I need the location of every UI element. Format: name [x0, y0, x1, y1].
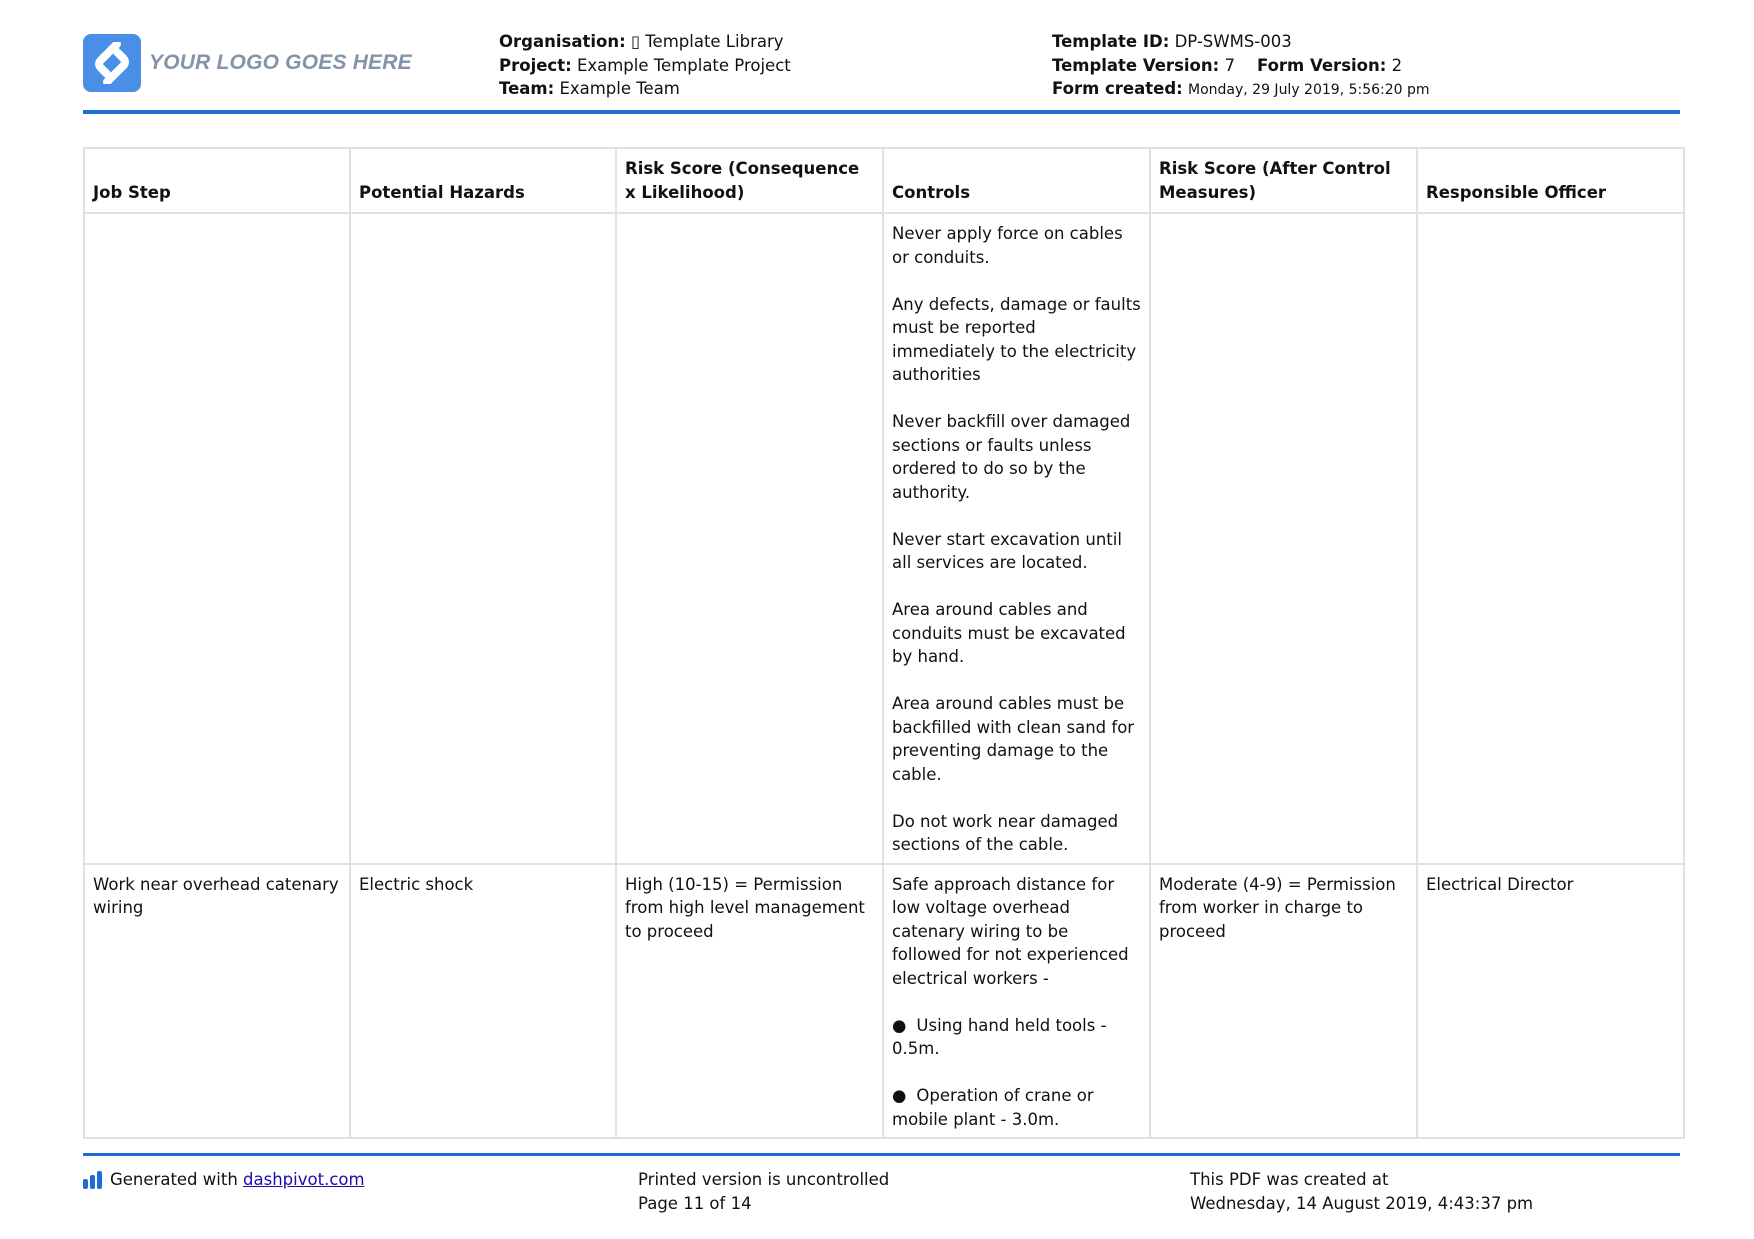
- cell-potential-hazards: Electric shock: [350, 864, 616, 1139]
- pdf-created-label: This PDF was created at: [1190, 1170, 1389, 1189]
- control-text: Never backfill over damaged sections or faults unless ordered to do so by the authority.: [892, 412, 1131, 502]
- control-bullet-text: Operation of crane or mobile plant - 3.0m.: [892, 1086, 1094, 1129]
- cell-controls: [883, 864, 1150, 1139]
- control-text: Never start excavation until all services are located.: [892, 529, 1122, 572]
- dashpivot-link[interactable]: dashpivot.com: [243, 1170, 365, 1189]
- column-header-risk-score: Risk Score (Consequence x Likelihood): [616, 148, 883, 213]
- dashpivot-bars-icon: [83, 1171, 102, 1189]
- column-header-controls: Controls: [883, 148, 1150, 213]
- column-header-responsible-officer: Responsible Officer: [1417, 148, 1684, 213]
- company-logo: [83, 34, 412, 92]
- generated-with: [83, 1168, 365, 1192]
- page-number: Page 11 of 14: [638, 1193, 752, 1213]
- template-version-label: Template Version:: [1052, 55, 1220, 75]
- column-header-potential-hazards: Potential Hazards: [350, 148, 616, 213]
- team-label: Team:: [499, 79, 555, 98]
- form-version-label: Form Version:: [1256, 55, 1387, 75]
- template-id-value: DP-SWMS-003: [1174, 32, 1292, 51]
- control-text: Area around cables must be backfilled with clean sand for preventing damage to the cable.: [892, 694, 1135, 784]
- bullet-icon: [892, 1016, 916, 1035]
- cell-job-step: [84, 213, 350, 864]
- logo-mark-icon: [83, 34, 141, 92]
- form-created-value: Monday, 29 July 2019, 5:56:20 pm: [1188, 82, 1430, 98]
- template-version-value: 7: [1224, 55, 1235, 75]
- control-bullet-text: Using hand held tools - 0.5m.: [892, 1015, 1107, 1058]
- control-text: Never apply force on cables or conduits.: [892, 224, 1123, 267]
- cell-risk-score: [616, 213, 883, 864]
- column-header-risk-score-after: Risk Score (After Control Measures): [1150, 148, 1417, 213]
- table-header-row: [84, 148, 1684, 213]
- project-label: Project:: [499, 55, 572, 75]
- cell-potential-hazards: [350, 213, 616, 864]
- cell-job-step: Work near overhead catenary wiring: [84, 864, 350, 1139]
- pdf-created-date: Wednesday, 14 August 2019, 4:43:37 pm: [1190, 1193, 1534, 1213]
- template-info: [1052, 30, 1430, 103]
- bullet-icon: [892, 1086, 916, 1105]
- table-row: [84, 864, 1684, 1139]
- cell-risk-score-after: [1150, 213, 1417, 864]
- page-header: [83, 28, 1680, 112]
- uncontrolled-notice: Printed version is uncontrolled: [638, 1170, 890, 1189]
- form-version-value: 2: [1391, 55, 1403, 75]
- table-row: [84, 213, 1684, 864]
- cell-risk-score: High (10-15) = Permission from high level management to proceed: [616, 864, 883, 1139]
- cell-responsible-officer: [1417, 213, 1684, 864]
- pdf-created: [1190, 1168, 1533, 1215]
- generated-prefix: Generated with: [110, 1170, 238, 1189]
- control-bullet: [892, 1084, 1141, 1131]
- cell-responsible-officer: Electrical Director: [1417, 864, 1684, 1139]
- cell-controls: [883, 213, 1150, 864]
- team-value: Example Team: [559, 79, 680, 98]
- print-status: [638, 1168, 889, 1215]
- control-text: Safe approach distance for low voltage overhead catenary wiring to be followed for not experienced electrical workers -: [892, 874, 1129, 988]
- column-header-job-step: Job Step: [84, 148, 350, 213]
- swms-table: [83, 147, 1683, 1139]
- control-text: Any defects, damage or faults must be reported immediately to the electricity authorities: [892, 294, 1141, 384]
- organisation-value: ▯ Template Library: [630, 32, 784, 51]
- header-divider: [83, 110, 1680, 114]
- control-text: Do not work near damaged sections of the cable.: [892, 811, 1119, 854]
- template-id-label: Template ID:: [1052, 32, 1170, 51]
- logo-text: YOUR LOGO GOES HERE: [149, 51, 412, 74]
- footer-divider: [83, 1153, 1680, 1156]
- organisation-label: Organisation:: [499, 32, 626, 51]
- control-text: Area around cables and conduits must be excavated by hand.: [892, 600, 1126, 666]
- organisation-info: [499, 30, 791, 101]
- project-value: Example Template Project: [576, 55, 791, 75]
- control-bullet: [892, 1014, 1141, 1061]
- form-created-label: Form created:: [1052, 79, 1183, 98]
- cell-risk-score-after: Moderate (4-9) = Permission from worker in charge to proceed: [1150, 864, 1417, 1139]
